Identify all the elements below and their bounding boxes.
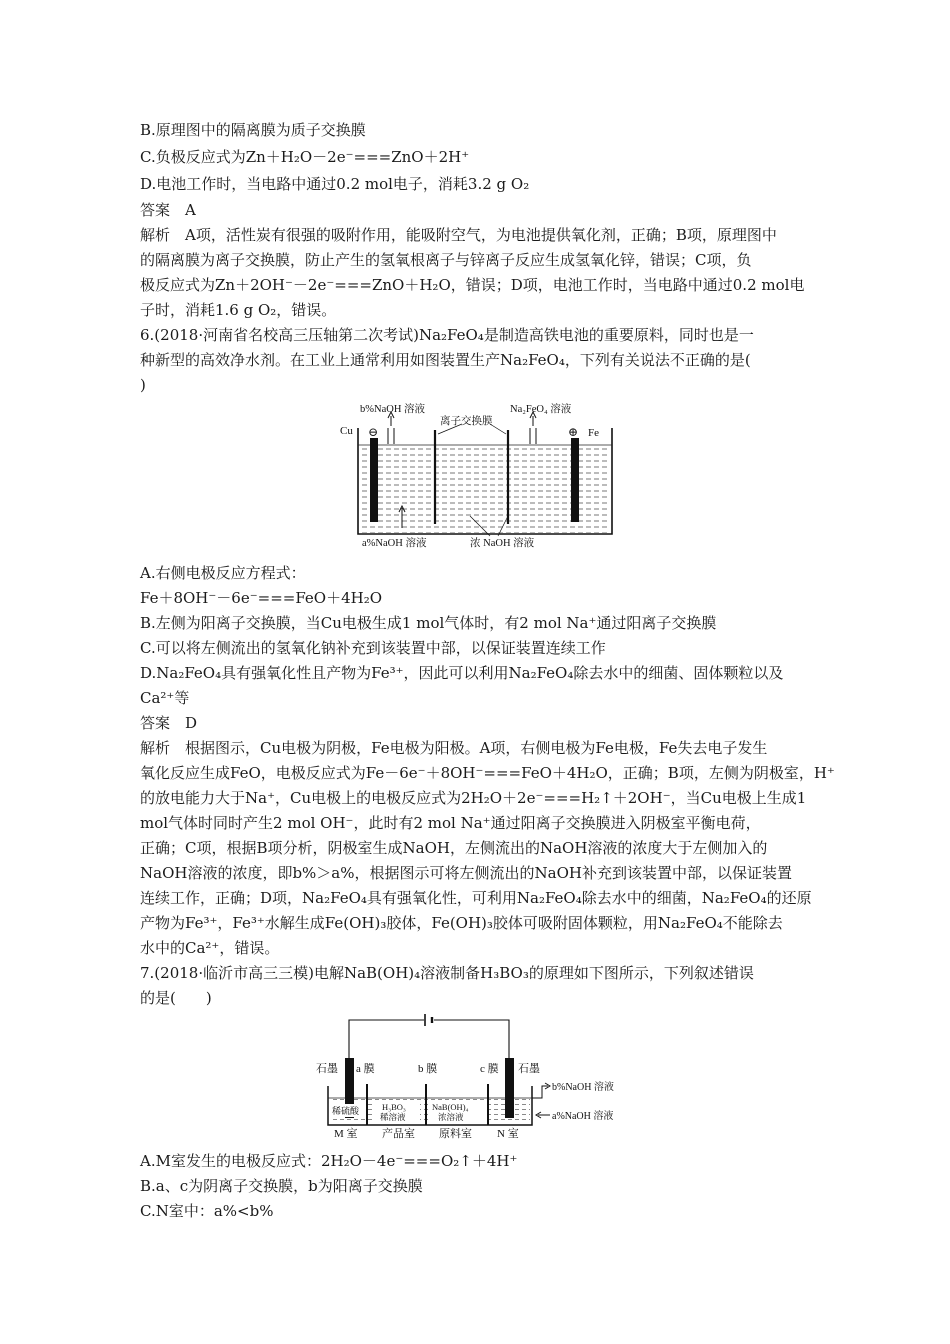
option-d-q6: D.Na₂FeO₄具有强氧化性且产物为Fe³⁺，因此可以利用Na₂FeO₄除去水中的细菌、固体颗粒以及: [140, 664, 784, 682]
room-n-label: N 室: [497, 1128, 519, 1140]
analysis-q5-line-3: 极反应式为Zn＋2OH⁻－2e⁻===ZnO＋H₂O，错误；D项，电池工作时，当电路中通过0.2 mol电: [140, 276, 805, 294]
option-a-q7: A.M室发生的电极反应式：2H₂O－4e⁻===O₂↑＋4H⁺: [140, 1152, 518, 1170]
membrane-label: 离子交换膜: [440, 416, 493, 427]
room-m-label: M 室: [334, 1128, 358, 1140]
chamber-raw-content-1: NaB(OH)₄: [432, 1102, 469, 1112]
analysis-q6-line-8: 产物为Fe³⁺，Fe³⁺水解生成Fe(OH)₃胶体，Fe(OH)₃胶体可吸附固体颗粒，用Na₂FeO₄不能除去: [140, 914, 783, 932]
option-b-q5: B.原理图中的隔离膜为质子交换膜: [140, 121, 366, 139]
outflow-naoh-label: b%NaOH 溶液: [552, 1082, 614, 1093]
room-raw-label: 原料室: [439, 1128, 472, 1140]
left-graphite-label: 石墨: [316, 1063, 338, 1075]
negative-terminal-icon: ⊖: [368, 425, 379, 439]
option-b-q7: B.a、c为阴离子交换膜，b为阳离子交换膜: [140, 1177, 423, 1195]
right-graphite-electrode: [505, 1058, 514, 1118]
analysis-q6-line-5: 正确；C项，根据B项分析，阴极室生成NaOH，左侧流出的NaOH溶液的浓度大于左侧加入的: [140, 839, 768, 857]
chamber-m-content: 稀硫酸: [332, 1106, 360, 1116]
top-left-outflow-label: b%NaOH 溶液: [360, 404, 426, 415]
analysis-q6-line-9: 水中的Ca²⁺，错误。: [140, 939, 280, 957]
option-c-q5: C.负极反应式为Zn＋H₂O－2e⁻===ZnO＋2H⁺: [140, 148, 470, 166]
membrane-a-label: a 膜: [356, 1063, 375, 1075]
analysis-q5-line-1: 解析 A项，活性炭有很强的吸附作用，能吸附空气，为电池提供氧化剂，正确；B项，原理图中: [140, 226, 777, 244]
option-a-q6-equation: Fe＋8OH⁻－6e⁻===FeO＋4H₂O: [140, 589, 383, 607]
question-6-line-3: ): [140, 376, 146, 394]
cu-electrode: [370, 438, 378, 522]
option-d-q5: D.电池工作时，当电路中通过0.2 mol电子，消耗3.2 g O₂: [140, 175, 530, 193]
chamber-raw-content-2: 浓溶液: [438, 1112, 464, 1122]
fe-label: Fe: [588, 427, 599, 439]
inflow-naoh-label: a%NaOH 溶液: [552, 1111, 614, 1122]
analysis-q6-line-6: NaOH溶液的浓度，即b%＞a%，根据图示可将左侧流出的NaOH补充到该装置中部，以保证装置: [140, 864, 792, 882]
option-b-q6: B.左侧为阳离子交换膜，当Cu电极生成1 mol气体时，有2 mol Na⁺通过阳离子交换膜: [140, 614, 717, 632]
analysis-q6-line-4: mol气体时同时产生2 mol OH⁻，此时有2 mol Na⁺通过阳离子交换膜进入阴极室平衡电荷，: [140, 814, 761, 832]
membrane-c-label: c 膜: [480, 1063, 499, 1075]
analysis-q5-line-4: 子时，消耗1.6 g O₂，错误。: [140, 301, 337, 319]
concentrated-naoh-label: 浓 NaOH 溶液: [470, 538, 535, 549]
analysis-q6-line-7: 连续工作，正确；D项，Na₂FeO₄具有强氧化性，可利用Na₂FeO₄除去水中的细菌，Na₂FeO₄的还原: [140, 889, 812, 907]
top-right-outflow-label: Na₂FeO₄ 溶液: [510, 404, 572, 415]
chamber-product-content-1: H₃BO₃: [382, 1102, 406, 1112]
analysis-q5-line-2: 的隔离膜为离子交换膜，防止产生的氢氧根离子与锌离子反应生成氢氧化锌，错误；C项，负: [140, 251, 752, 269]
question-6-line-1: 6.(2018·河南省名校高三压轴第二次考试)Na₂FeO₄是制造高铁电池的重要原料，同时也是一: [140, 326, 754, 344]
answer-q6: 答案 D: [140, 714, 198, 732]
room-product-label: 产品室: [382, 1128, 415, 1140]
option-d-q6-cont: Ca²⁺等: [140, 689, 190, 707]
external-wire: [349, 1020, 509, 1060]
electrolysis-cell-figure-1: [330, 398, 620, 550]
answer-q5: 答案 A: [140, 201, 196, 219]
membrane-b-label: b 膜: [418, 1063, 438, 1075]
analysis-q6-line-2: 氧化反应生成FeO，电极反应式为Fe－6e⁻＋8OH⁻===FeO＋4H₂O，正确；B项，左侧为阴极室，H⁺: [140, 764, 835, 782]
analysis-q6-line-1: 解析 根据图示，Cu电极为阴极，Fe电极为阳极。A项，右侧电极为Fe电极，Fe失去电子发生: [140, 739, 768, 757]
analysis-q6-line-3: 的放电能力大于Na⁺，Cu电极上的电极反应式为2H₂O＋2e⁻===H₂↑＋2OH⁻，当Cu电极上生成1: [140, 789, 807, 807]
option-a-q6: A.右侧电极反应方程式：: [140, 564, 306, 582]
positive-terminal-icon: ⊕: [568, 425, 579, 439]
bottom-left-inflow-label: a%NaOH 溶液: [362, 538, 427, 549]
cu-label: Cu: [340, 425, 353, 437]
option-c-q7: C.N室中：a%<b%: [140, 1202, 274, 1220]
fe-electrode: [571, 438, 579, 522]
right-graphite-label: 石墨: [518, 1063, 540, 1075]
option-c-q6: C.可以将左侧流出的氢氧化钠补充到该装置中部，以保证装置连续工作: [140, 639, 606, 657]
question-6-line-2: 种新型的高效净水剂。在工业上通常利用如图装置生产Na₂FeO₄，下列有关说法不正确的是(: [140, 351, 751, 369]
question-7-line-1: 7.(2018·临沂市高三三模)电解NaB(OH)₄溶液制备H₃BO₃的原理如下图所示，下列叙述错误: [140, 964, 754, 982]
question-7-line-2: 的是( ): [140, 989, 212, 1007]
chamber-product-content-2: 稀溶液: [380, 1112, 406, 1122]
electrolysis-cell-figure-2: [312, 1012, 642, 1142]
